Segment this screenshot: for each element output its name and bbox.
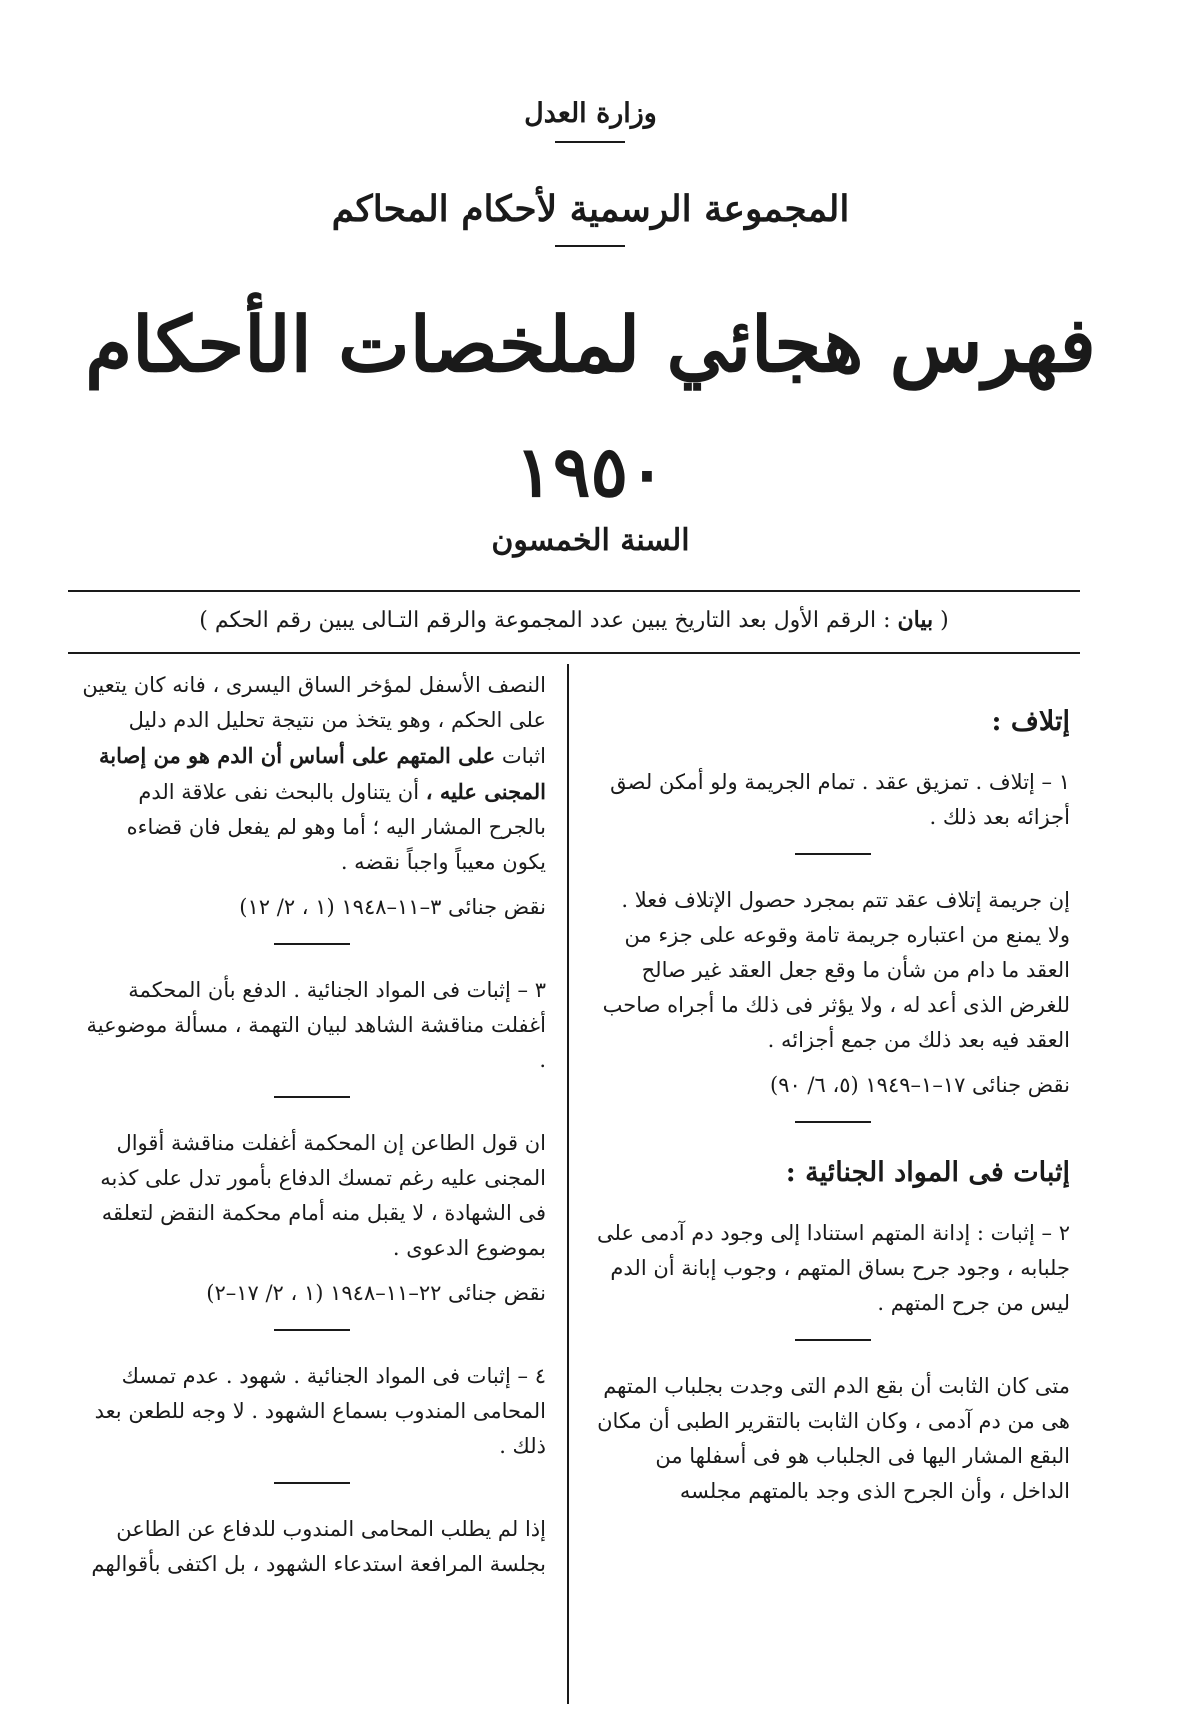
- ministry-name: وزارة العدل: [524, 98, 657, 129]
- continued-end-text: أن يتناول بالبحث نفى علاقة الدم بالجرح المشار اليه ؛ أما وهو لم يفعل فان قضاءه يكون معيباً واجباً نقضه .: [126, 780, 546, 874]
- separator-rule: [555, 245, 625, 247]
- left-column: [78, 668, 546, 1582]
- notice-colon: :: [883, 608, 891, 633]
- entry-separator: [795, 853, 871, 855]
- entry-separator: [274, 1482, 350, 1484]
- entry-body-continued: [78, 668, 546, 880]
- entry-separator: [795, 1339, 871, 1341]
- section-heading: إثبات فى المواد الجنائية :: [785, 1157, 1070, 1188]
- entry-body: إن جريمة إتلاف عقد تتم بمجرد حصول الإتلاف فعلا . ولا يمنع من اعتباره جريمة تامة وقوعه على جزء من العقد ما دام من شأن ما وقع جعل العقد غير صالح للغرض الذى أعد له ، ولا يؤثر فى ذلك ما أجراه صاحب العقد فيه بعد ذلك من جمع أجزائه .: [602, 888, 1070, 1052]
- entry-summary: ٤ – إثبات فى المواد الجنائية . شهود . عدم تمسك المحامى المندوب بسماع الشهود . لا وجه للطعن بعد ذلك .: [94, 1364, 546, 1458]
- notice-close-paren: ): [199, 608, 208, 633]
- case-citation: نقض جنائى ٢٢–١١–١٩٤٨ (١ ، ٢/ ١٧–٢): [206, 1281, 546, 1305]
- entry-separator: [274, 943, 350, 945]
- top-rule: [68, 590, 1080, 592]
- entry-separator: [795, 1121, 871, 1123]
- column-divider: [567, 664, 569, 1704]
- entry-summary: ٢ – إثبات : إدانة المتهم استنادا إلى وجود دم آدمى على جلبابه ، وجود جرح بساق المتهم ، وجوب إبانة أن الدم ليس من جرح المتهم .: [597, 1221, 1070, 1315]
- entry-separator: [274, 1329, 350, 1331]
- entry-body: إذا لم يطلب المحامى المندوب للدفاع عن الطاعن بجلسة المرافعة استدعاء الشهود ، بل اكتفى بأقوالهم: [91, 1517, 546, 1576]
- entry-body: ان قول الطاعن إن المحكمة أغفلت مناقشة أقوال المجنى عليه رغم تمسك الدفاع بأمور تدل على كذبه فى الشهادة ، لا يقبل منه أمام محكمة النقض لتعلقه بموضوع الدعوى .: [100, 1131, 546, 1260]
- notice-line: [68, 607, 1080, 633]
- entry-separator: [274, 1096, 350, 1098]
- main-title: فهرس هجائي لملخصات الأحكام: [85, 300, 1096, 389]
- case-citation: نقض جنائى ١٧–١–١٩٤٩ (٥، ٦/ ٩٠): [769, 1073, 1070, 1097]
- section-heading: إتلاف :: [991, 706, 1070, 737]
- year-label: السنة الخمسون: [491, 523, 690, 558]
- continued-text: النصف الأسفل لمؤخر الساق اليسرى ، فانه كان يتعين على الحكم ، وهو يتخذ من نتيجة تحليل الدم دليل اثبات: [82, 673, 546, 768]
- notice-open-paren: (: [940, 608, 949, 633]
- continued-bold-text: على المتهم على أساس أن الدم هو من إصابة المجنى عليه ،: [98, 743, 546, 804]
- collection-title: المجموعة الرسمية لأحكام المحاكم: [331, 188, 850, 230]
- notice-label: بيان: [897, 607, 934, 633]
- entry-body: متى كان الثابت أن بقع الدم التى وجدت بجلباب المتهم هى من دم آدمى ، وكان الثابت بالتقرير الطبى أن مكان البقع المشار اليها فى الجلباب هو فى أسفلها من الداخل ، وأن الجرح الذى وجد بالمتهم مجلسه: [597, 1374, 1070, 1503]
- year: ١٩٥٠: [515, 430, 666, 513]
- bottom-rule: [68, 652, 1080, 654]
- right-column: [596, 668, 1070, 1509]
- case-citation: نقض جنائى ٣–١١–١٩٤٨ (١ ، ٢/ ١٢): [239, 895, 546, 919]
- separator-rule: [555, 141, 625, 143]
- entry-summary: ٣ – إثبات فى المواد الجنائية . الدفع بأن المحكمة أغفلت مناقشة الشاهد لبيان التهمة ، مسألة موضوعية .: [86, 978, 546, 1072]
- entry-summary: ١ – إتلاف . تمزيق عقد . تمام الجريمة ولو أمكن لصق أجزائه بعد ذلك .: [610, 770, 1070, 829]
- notice-text: الرقم الأول بعد التاريخ يبين عدد المجموعة والرقم التـالى يبين رقم الحكم: [214, 608, 877, 633]
